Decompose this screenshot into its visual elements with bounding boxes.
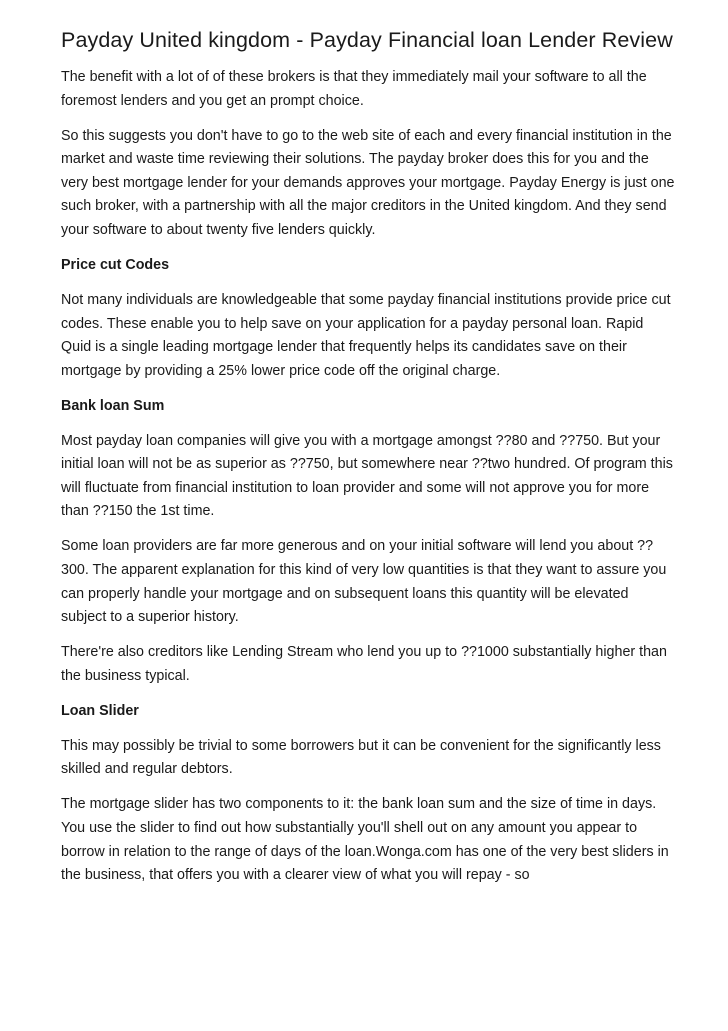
document-page	[61, 28, 676, 899]
paragraph-payday-broker: So this suggests you don't have to go to the web site of each and every financial institution in the market and waste time reviewing their solutions. The payday broker does this for you and the very best mortgage lender for your demands approves your mortgage. Payday Energy is just one such broker, with a partnership with all the major creditors in the United kingdom. And they send your software to about twenty five lenders quickly.	[61, 127, 675, 238]
paragraph-generous-lenders: Some loan providers are far more generous and on your initial software will lend you about ??300. The apparent explanation for this kind of very low quantities is that they want to assure you can properly handle your mortgage and on subsequent loans this quantity will be elevated subject to a superior history.	[61, 538, 667, 626]
paragraph-brokers-benefit: The benefit with a lot of of these brokers is that they immediately mail your software to all the foremost lenders and you get an prompt choice.	[61, 69, 647, 109]
paragraph-slider-trivial: This may possibly be trivial to some borrowers but it can be convenient for the significantly less skilled and regular debtors.	[61, 737, 661, 778]
paragraph-slider-components: The mortgage slider has two components to it: the bank loan sum and the size of time in days. You use the slider to find out how substantially you'll shell out on any amount you appear to borrow in relation to the range of days of the loan.Wonga.com has one of the very best sliders in the business, that offers you with a clearer view of what you will repay - so	[61, 796, 669, 884]
paragraph-price-cut-codes: Not many individuals are knowledgeable that some payday financial institutions provide price cut codes. These enable you to help save on your application for a payday personal loan. Rapid Quid is a single leading mortgage lender that frequently helps its candidates save on their mortgage by providing a 25% lower price code off the original charge.	[61, 291, 671, 379]
section-heading-price-cut-codes: Price cut Codes	[61, 256, 170, 273]
section-heading-loan-slider: Loan Slider	[61, 702, 139, 719]
document-title: Payday United kingdom - Payday Financial loan Lender Review	[61, 28, 673, 52]
section-heading-bank-loan-sum: Bank loan Sum	[61, 397, 165, 414]
paragraph-lending-stream: There're also creditors like Lending Stream who lend you up to ??1000 substantially higher than the business typical.	[61, 644, 667, 684]
paragraph-loan-amounts: Most payday loan companies will give you with a mortgage amongst ??80 and ??750. But your initial loan will not be as superior as ??750, but somewhere near ??two hundred. Of program this will fluctuate from financial institution to loan provider and some will not approve you for more than ??150 the 1st time.	[61, 432, 673, 520]
